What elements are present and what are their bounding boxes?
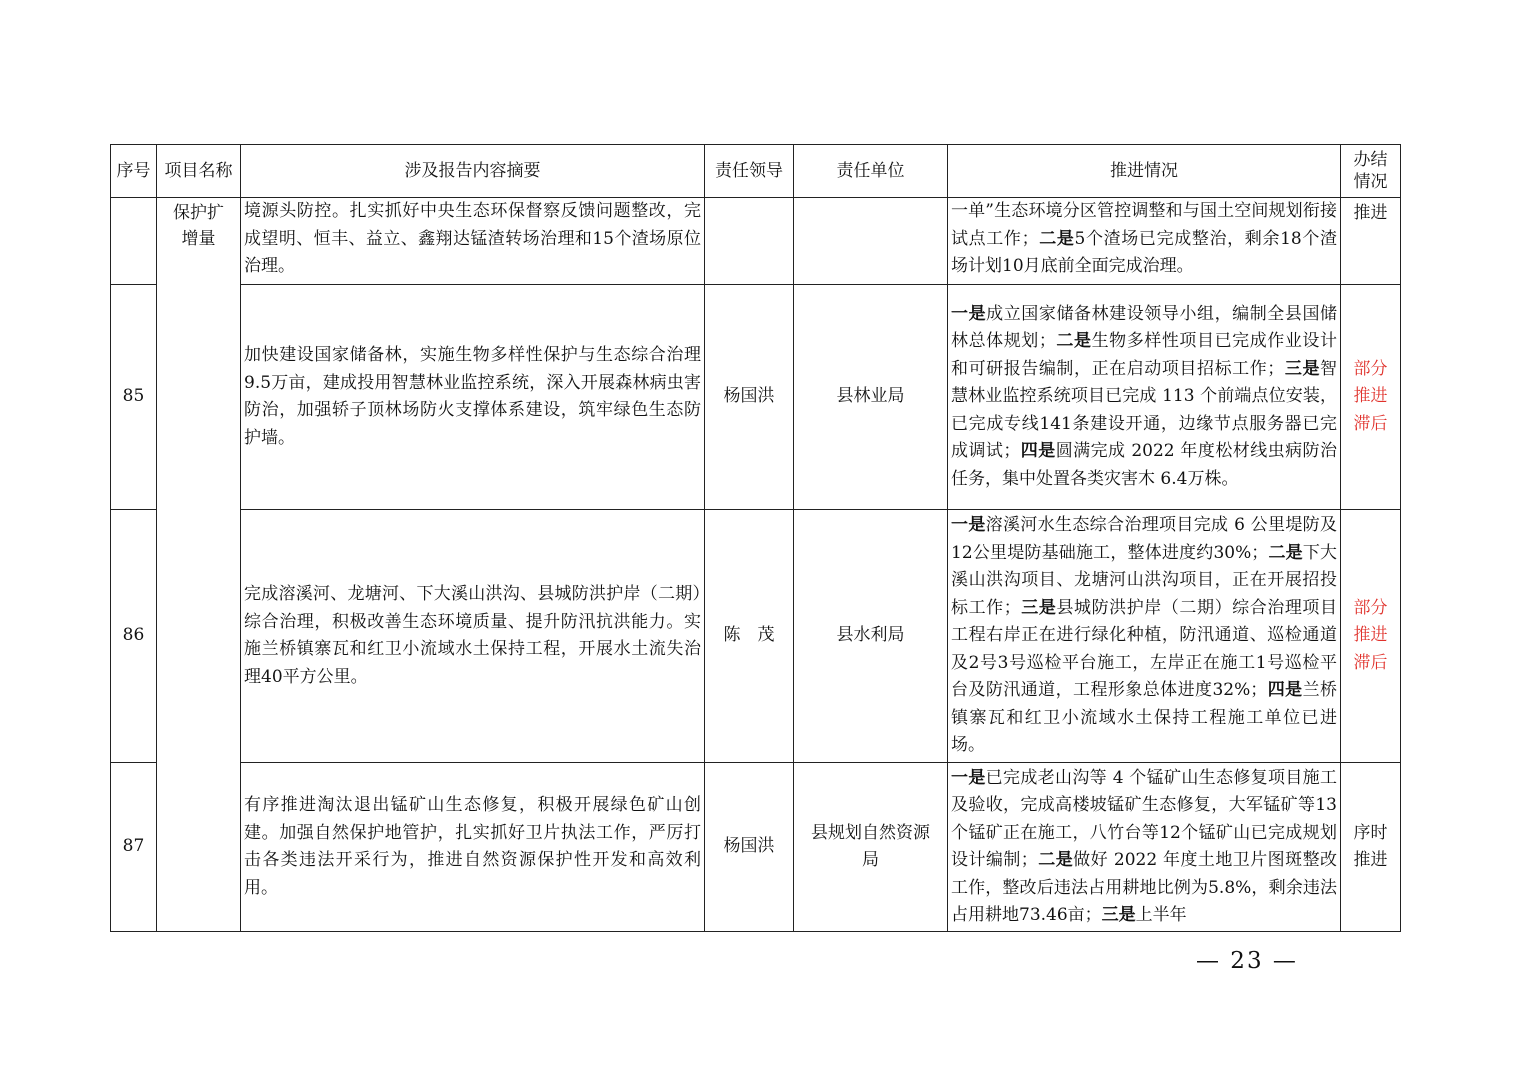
row-summary: 完成溶溪河、龙塘河、下大溪山洪沟、县城防洪护岸（二期）综合治理，积极改善生态环境质量、提升防汛抗洪能力。实施兰桥镇寨瓦和红卫小流域水土保持工程，开展水土流失治理40平方公里。 [241, 510, 705, 763]
header-project: 项目名称 [157, 145, 241, 198]
status-line: 推进 [1353, 386, 1388, 407]
progress-text: 一单”生态环境分区管控调整和与国土空间规划衔接试点工作； [951, 201, 1337, 249]
progress-item-marker: 一是 [951, 515, 986, 536]
status-line: 滞后 [1353, 413, 1388, 434]
progress-item-marker: 三是 [1020, 597, 1057, 618]
row-status [1341, 285, 1401, 510]
table-row [111, 763, 1401, 932]
row-seq: 85 [111, 285, 157, 510]
row-seq: 87 [111, 763, 157, 932]
progress-item-marker: 二是 [1268, 542, 1303, 563]
table-row [111, 510, 1401, 763]
table-header-row [111, 145, 1401, 198]
status-line: 部分 [1353, 358, 1388, 379]
row-status [1341, 198, 1401, 285]
status-line: 部分 [1353, 597, 1388, 618]
header-status: 办结情况 [1341, 145, 1401, 198]
row-summary: 境源头防控。扎实抓好中央生态环保督察反馈问题整改，完成望明、恒丰、益立、鑫翔达锰渣转场治理和15个渣场原位治理。 [241, 198, 705, 285]
progress-text: 县城防洪护岸（二期）综合治理项目工程右岸正在进行绿化种植，防汛通道、巡检通道及2号3号巡检平台施工，左岸正在施工1号巡检平台及防汛通道，工程形象总体进度32%； [951, 597, 1338, 701]
row-leader [705, 198, 794, 285]
progress-text: 已完成老山沟等 4 个锰矿山生态修复项目施工及验收，完成高楼坡锰矿生态修复，大军锰矿等13个锰矿正在施工，八竹台等12个锰矿山已完成规划设计编制； [951, 767, 1337, 870]
page-number: — 23 — [1196, 948, 1298, 974]
status-line: 推进 [1353, 850, 1388, 870]
row-seq [111, 198, 157, 285]
progress-table [110, 144, 1401, 932]
progress-text: 兰桥镇寨瓦和红卫小流域水土保持工程施工单位已进场。 [951, 680, 1337, 756]
table-row [111, 198, 1401, 285]
row-leader: 杨国洪 [705, 285, 794, 510]
table-row [111, 285, 1401, 510]
header-leader: 责任领导 [705, 145, 794, 198]
status-line: 滞后 [1353, 652, 1388, 673]
progress-text: 智慧林业监控系统项目已完成 113 个前端点位安装，已完成专线141条建设开通，边缘节点服务器已完成调试； [951, 358, 1338, 462]
progress-text: 5个渣场已完成整治，剩余18个渣场计划10月底前全面完成治理。 [951, 228, 1338, 276]
status-line: 推进 [1353, 203, 1388, 223]
row-status [1341, 510, 1401, 763]
progress-item-marker: 二是 [1038, 228, 1075, 249]
header-progress: 推进情况 [948, 145, 1341, 198]
row-unit: 县规划自然资源局 [794, 763, 948, 932]
progress-item-marker: 四是 [1267, 680, 1303, 701]
progress-item-marker: 一是 [951, 767, 986, 788]
progress-item-marker: 三是 [1101, 905, 1136, 925]
progress-text: 成立国家储备林建设领导小组，编制全县国储林总体规划； [951, 303, 1338, 352]
status-line: 序时 [1353, 822, 1388, 843]
row-summary: 有序推进淘汰退出锰矿山生态修复，积极开展绿色矿山创建。加强自然保护地管护，扎实抓好卫片执法工作，严厉打击各类违法开采行为，推进自然资源保护性开发和高效利用。 [241, 763, 705, 932]
row-leader: 杨国洪 [705, 763, 794, 932]
progress-text: 圆满完成 2022 年度松材线虫病防治任务，集中处置各类灾害木 6.4万株。 [951, 441, 1338, 489]
header-unit: 责任单位 [794, 145, 948, 198]
row-unit: 县水利局 [794, 510, 948, 763]
header-summary: 涉及报告内容摘要 [241, 145, 705, 198]
progress-text: 溶溪河水生态综合治理项目完成 6 公里堤防及12公里堤防基础施工，整体进度约30%； [951, 515, 1337, 563]
progress-item-marker: 二是 [1055, 331, 1092, 352]
row-progress [948, 198, 1341, 285]
project-name: 保护扩增量 [157, 198, 241, 932]
row-summary: 加快建设国家储备林，实施生物多样性保护与生态综合治理9.5万亩，建成投用智慧林业监控系统，深入开展森林病虫害防治，加强轿子顶林场防火支撑体系建设，筑牢绿色生态防护墙。 [241, 285, 705, 510]
row-seq: 86 [111, 510, 157, 763]
header-seq: 序号 [111, 145, 157, 198]
row-unit [794, 198, 948, 285]
progress-item-marker: 一是 [951, 303, 987, 324]
status-line: 推进 [1353, 625, 1388, 646]
progress-text: 生物多样性项目已完成作业设计和可研报告编制，正在启动项目招标工作； [951, 331, 1338, 379]
progress-item-marker: 二是 [1037, 850, 1074, 870]
row-progress [948, 285, 1341, 510]
progress-text: 做好 2022 年度土地卫片图斑整改工作，整改后违法占用耕地比例为5.8%，剩余违法占用耕地73.46亩； [951, 850, 1338, 925]
row-progress [948, 763, 1341, 932]
row-status [1341, 763, 1401, 932]
progress-text: 下大溪山洪沟项目、龙塘河山洪沟项目，正在开展招投标工作； [951, 542, 1338, 618]
progress-text: 上半年 [1135, 905, 1187, 925]
row-unit: 县林业局 [794, 285, 948, 510]
row-progress [948, 510, 1341, 763]
row-leader: 陈 茂 [705, 510, 794, 763]
progress-item-marker: 三是 [1284, 358, 1321, 379]
progress-item-marker: 四是 [1020, 441, 1056, 462]
